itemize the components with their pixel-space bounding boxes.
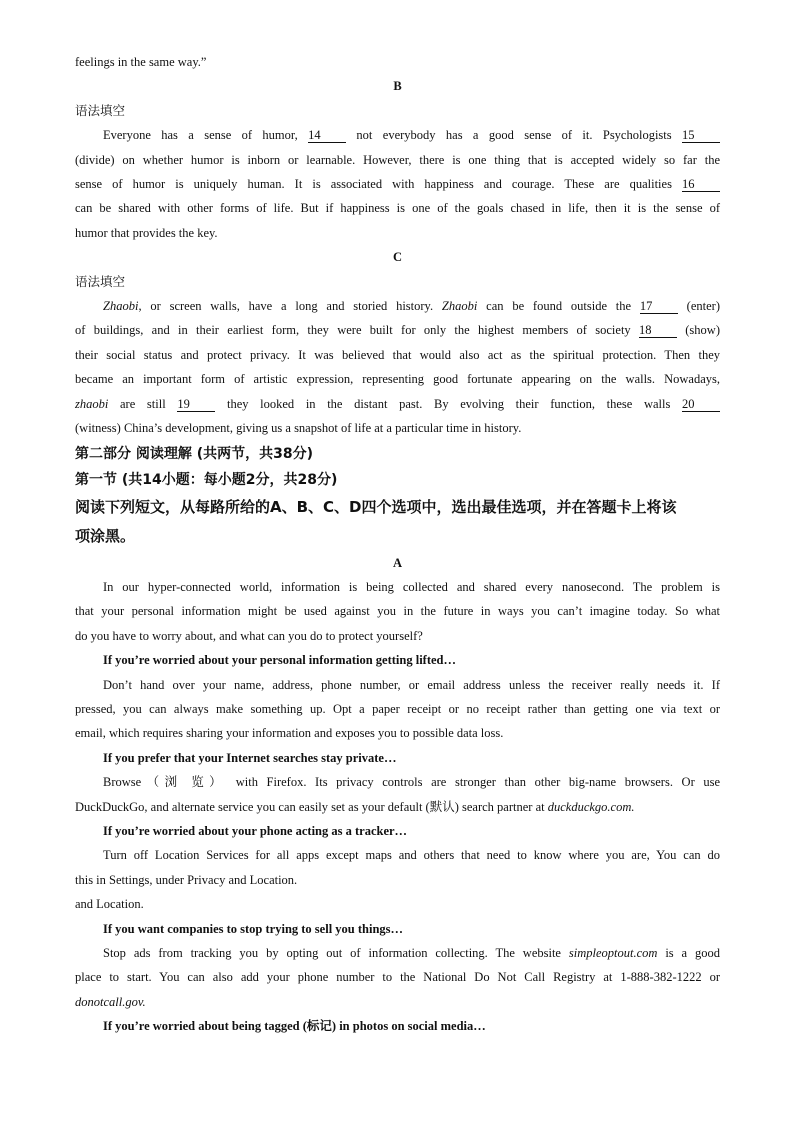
section-c-heading: 语法填空: [75, 273, 126, 289]
blank-16[interactable]: 16: [682, 177, 720, 192]
document-page: [75, 50, 720, 1039]
section-c-letter: C: [392, 250, 403, 265]
passage-a-heading-4: If you want companies to stop trying to sell you things…: [103, 921, 404, 936]
passage-a-p1-line-1: In our hyper-connected world, information is being collected and shared every nanosecond. The problem is: [103, 579, 720, 594]
passage-a-heading-1: If you’re worried about your personal information getting lifted…: [103, 653, 456, 668]
section-c-line-1: Zhaobi, or screen walls, have a long and storied history. Zhaobi can be found outside the 17 (enter): [103, 299, 720, 314]
section-c-line-2: of buildings, and in their earliest form, they were built for only the highest members of society 18 (show): [75, 323, 720, 338]
passage-a-p4-line-3: and Location.: [75, 897, 144, 912]
section-c-line-4: became an important form of artistic expression, representing good fortunate appearing on the walls. Nowadays,: [75, 372, 720, 387]
section-b-line-3: sense of humor is uniquely human. It is associated with happiness and courage. These are qualities 16: [75, 172, 720, 196]
passage-a-heading-3: If you’re worried about your phone acting as a tracker…: [103, 823, 408, 838]
passage-a-p3-line-1: Browse（浏 览） with Firefox. Its privacy controls are stronger than other big-name browsers. Or use: [103, 775, 720, 790]
passage-a-p2-line-1: Don’t hand over your name, address, phone number, or email address unless the receiver really needs it. If: [103, 677, 720, 692]
part2-subtitle: 第一节 (共14小题：每小题2分，共28分): [75, 471, 338, 488]
passage-a-p3-line-2: DuckDuckGo, and alternate service you can easily set as your default (默认) search partner at duckduckgo.com.: [75, 799, 635, 814]
passage-a-letter: A: [392, 555, 403, 570]
passage-a-heading-2: If you prefer that your Internet searches stay private…: [103, 750, 397, 765]
passage-a-p5-line-2: place to start. You can also add your phone number to the National Do Not Call Registry at 1-888-382-1222 or: [75, 970, 720, 985]
passage-a-heading-5: If you’re worried about being tagged (标记) in photos on social media…: [103, 1019, 486, 1034]
intro-tail: feelings in the same way.”: [75, 55, 207, 69]
passage-a-p5-line-3: donotcall.gov.: [75, 994, 146, 1009]
section-b-line-1: Everyone has a sense of humor, 14 not everybody has a good sense of it. Psychologists 15: [75, 123, 720, 147]
section-b-letter: B: [393, 79, 402, 94]
blank-20[interactable]: 20: [682, 397, 720, 412]
section-b-line-5: humor that provides the key.: [75, 225, 218, 240]
passage-a-p4-line-2: this in Settings, under Privacy and Location.: [75, 872, 298, 887]
part2-instruction-2: 项涂黑。: [75, 526, 136, 545]
section-b-line-4: can be shared with other forms of life. But if happiness is one of the goals chased in life, then it is the sense of: [75, 201, 720, 216]
part2-title: 第二部分 阅读理解 (共两节，共38分): [75, 445, 314, 462]
section-c-line-3: their social status and protect privacy. It was believed that would also act as the spiritual protection. Then they: [75, 347, 720, 362]
blank-19[interactable]: 19: [177, 397, 215, 412]
passage-a-p1-line-2: that your personal information might be used against you in the future in ways you can’t imagine today. So what: [75, 604, 720, 619]
section-c-line-5: zhaobi are still 19 they looked in the distant past. By evolving their function, these walls 20: [75, 392, 720, 416]
passage-a-p1-line-3: do you have to worry about, and what can you do to protect yourself?: [75, 628, 423, 643]
section-b-heading: 语法填空: [75, 102, 126, 118]
part2-instruction-1: 阅读下列短文，从每路所给的A、B、C、D四个选项中，选出最佳选项，并在答题卡上将该: [75, 497, 677, 516]
blank-15[interactable]: 15: [682, 128, 720, 143]
passage-a-p2-line-2: pressed, you can always make something up. Opt a paper receipt or no receipt rather than getting one via text or: [75, 701, 720, 716]
passage-a-p5-line-1: Stop ads from tracking you by opting out of information collecting. The website simpleoptout.com is a good: [103, 946, 720, 960]
blank-18[interactable]: 18: [639, 323, 677, 338]
section-b-line-2: (divide) on whether humor is inborn or learnable. However, there is one thing that is accepted widely so far the: [75, 152, 720, 167]
blank-17[interactable]: 17: [640, 299, 678, 314]
blank-14[interactable]: 14: [308, 128, 346, 143]
passage-a-p2-line-3: email, which requires sharing your information and exposes you to possible data loss.: [75, 726, 504, 741]
passage-a-p4-line-1: Turn off Location Services for all apps except maps and others that need to know where you are, You can do: [103, 848, 720, 863]
section-c-line-6: (witness) China’s development, giving us a snapshot of life at a particular time in history.: [75, 421, 522, 436]
